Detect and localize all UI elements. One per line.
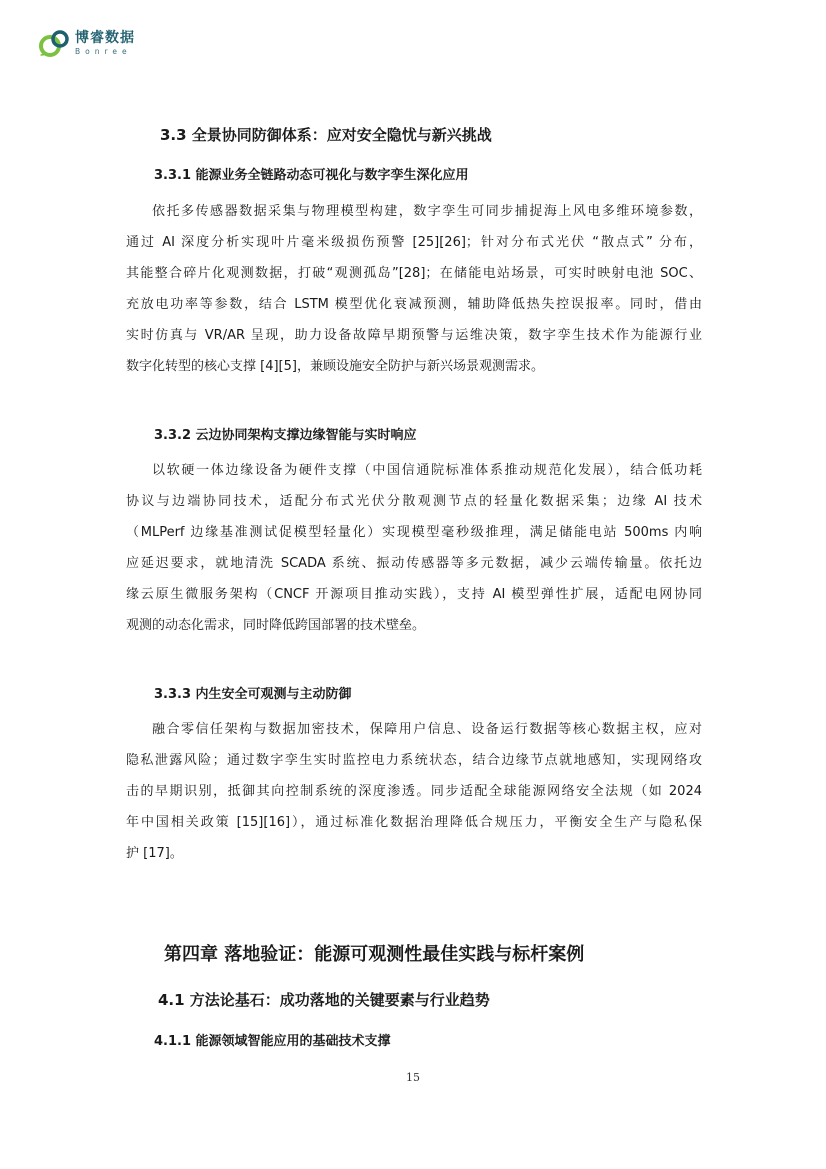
logo-name-en: Bonree	[75, 46, 132, 56]
section-3-3-heading: 3.3 全景协同防御体系：应对安全隐忧与新兴挑战	[160, 126, 492, 144]
text-line: 护 [17]。	[126, 846, 183, 861]
text-line: 隐私泄露风险；通过数字孪生实时监控电力系统状态，结合边缘节点就地感知，实现网络攻	[126, 753, 702, 768]
text-line: 融合零信任架构与数据加密技术，保障用户信息、设备运行数据等核心数据主权，应对	[152, 722, 702, 737]
text-line: 协议与边端协同技术，适配分布式光伏分散观测节点的轻量化数据采集；边缘 AI 技术	[126, 494, 702, 509]
text-line: 通过 AI 深度分析实现叶片毫米级损伤预警 [25][26]；针对分布式光伏 “散点式” 分布，	[126, 235, 702, 250]
paragraph-3-3-1	[126, 196, 702, 382]
paragraph-3-3-2	[126, 455, 702, 641]
text-line: 应延迟要求，就地清洗 SCADA 系统、振动传感器等多元数据，减少云端传输量。依托边	[126, 556, 702, 571]
bonree-logo-icon	[38, 28, 70, 58]
section-4-1-heading: 4.1 方法论基石：成功落地的关键要素与行业趋势	[158, 991, 490, 1009]
page-number: 15	[406, 1071, 420, 1084]
text-line: 年中国相关政策 [15][16]），通过标准化数据治理降低合规压力，平衡安全生产与隐私保	[126, 815, 702, 830]
section-3-3-2-heading: 3.3.2 云边协同架构支撑边缘智能与实时响应	[154, 428, 417, 443]
text-line: 击的早期识别，抵御其向控制系统的深度渗透。同步适配全球能源网络安全法规（如 2024	[126, 784, 702, 799]
company-logo	[38, 28, 135, 58]
section-4-1-1-heading: 4.1.1 能源领域智能应用的基础技术支撑	[154, 1034, 391, 1049]
chapter-4-heading: 第四章 落地验证：能源可观测性最佳实践与标杆案例	[164, 944, 585, 965]
section-3-3-1-heading: 3.3.1 能源业务全链路动态可视化与数字孪生深化应用	[154, 168, 469, 183]
text-line: 实时仿真与 VR/AR 呈现，助力设备故障早期预警与运维决策，数字孪生技术作为能源行业	[126, 328, 702, 343]
section-3-3-3-heading: 3.3.3 内生安全可观测与主动防御	[154, 687, 352, 702]
text-line: 以软硬一体边缘设备为硬件支撑（中国信通院标准体系推动规范化发展），结合低功耗	[152, 463, 702, 478]
text-line: 观测的动态化需求，同时降低跨国部署的技术壁垒。	[126, 618, 426, 633]
text-line: 充放电功率等参数，结合 LSTM 模型优化衰减预测，辅助降低热失控误报率。同时，借由	[126, 297, 702, 312]
text-line: 其能整合碎片化观测数据，打破“观测孤岛”[28]；在储能电站场景，可实时映射电池 SOC、	[126, 266, 702, 281]
text-line: 数字化转型的核心支撑 [4][5]，兼顾设施安全防护与新兴场景观测需求。	[126, 359, 544, 374]
text-line: （MLPerf 边缘基准测试促模型轻量化）实现模型毫秒级推理，满足储能电站 500ms 内响	[126, 525, 702, 540]
text-line: 依托多传感器数据采集与物理模型构建，数字孪生可同步捕捉海上风电多维环境参数，	[152, 204, 702, 219]
text-line: 缘云原生微服务架构（CNCF 开源项目推动实践），支持 AI 模型弹性扩展，适配电网协同	[126, 587, 702, 602]
logo-name-cn: 博睿数据	[75, 29, 135, 46]
paragraph-3-3-3	[126, 714, 702, 869]
